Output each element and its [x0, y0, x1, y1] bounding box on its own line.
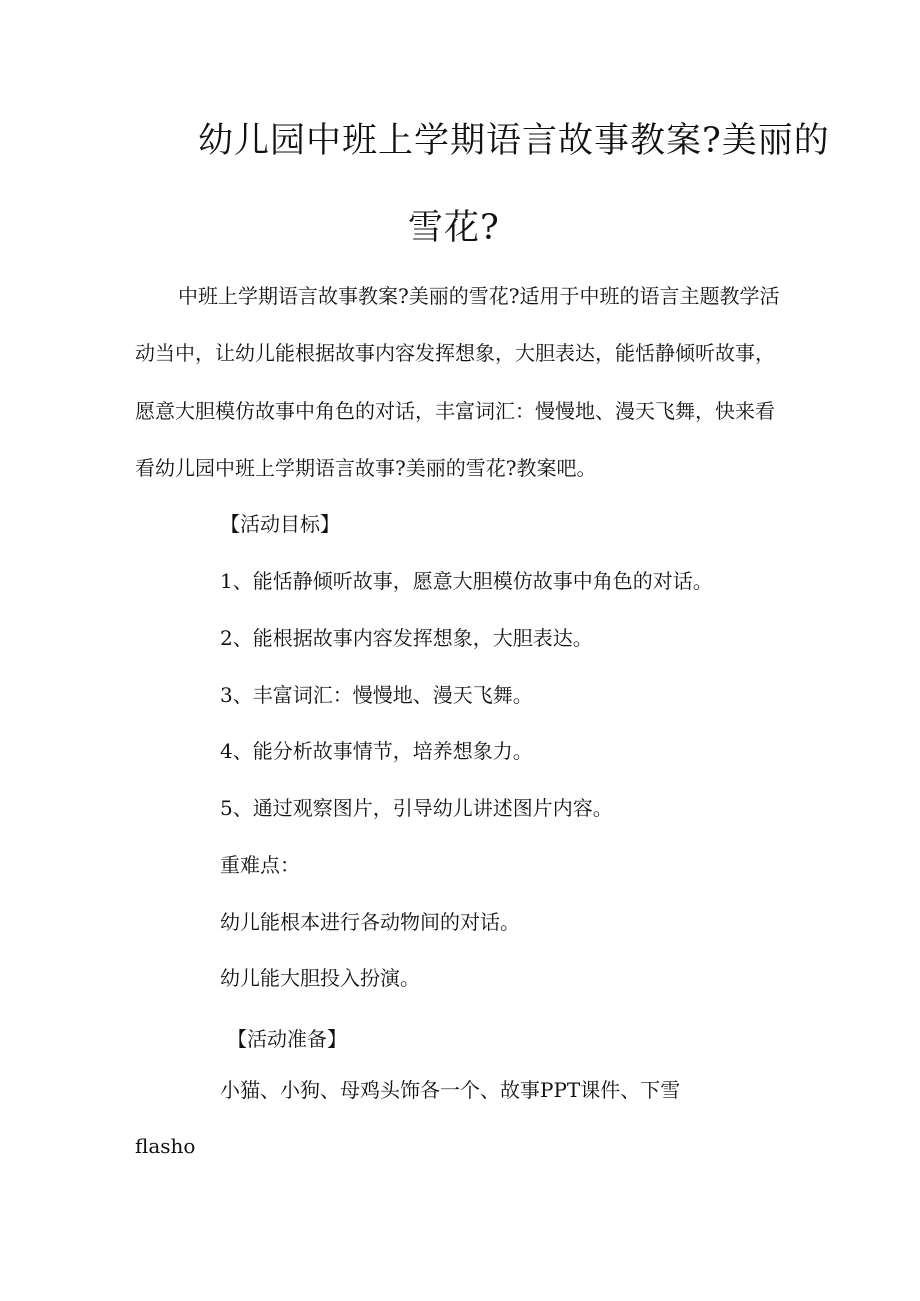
goal-item-5: 5、通过观察图片，引导幼儿讲述图片内容。 — [220, 796, 613, 820]
intro-line-1: 中班上学期语言故事教案?美丽的雪花?适用于中班的语言主题教学活 — [178, 284, 780, 308]
goal-item-1: 1、能恬静倾听故事，愿意大胆模仿故事中角色的对话。 — [220, 569, 713, 593]
keypoint-item-1: 幼儿能根本进行各动物间的对话。 — [220, 910, 520, 934]
goal-item-3: 3、丰富词汇：慢慢地、漫天飞舞。 — [220, 683, 533, 707]
goal-item-4: 4、能分析故事情节，培养想象力。 — [220, 739, 533, 763]
goals-heading: 【活动目标】 — [220, 512, 340, 536]
keypoints-heading: 重难点： — [220, 853, 300, 877]
preparation-line-1: 小猫、小狗、母鸡头饰各一个、故事PPT课件、下雪 — [220, 1078, 681, 1102]
intro-line-2: 动当中，让幼儿能根据故事内容发挥想象，大胆表达，能恬静倾听故事， — [135, 341, 775, 365]
preparation-line-2: flasho — [135, 1134, 196, 1158]
intro-line-4: 看幼儿园中班上学期语言故事?美丽的雪花?教案吧。 — [135, 456, 597, 480]
intro-line-3: 愿意大胆模仿故事中角色的对话，丰富词汇：慢慢地、漫天飞舞，快来看 — [135, 399, 775, 423]
keypoint-item-2: 幼儿能大胆投入扮演。 — [220, 966, 420, 990]
preparation-heading: 【活动准备】 — [227, 1027, 347, 1051]
goal-item-2: 2、能根据故事内容发挥想象，大胆表达。 — [220, 626, 593, 650]
document-title-line-2: 雪花? — [408, 208, 500, 248]
document-title-line-1: 幼儿园中班上学期语言故事教案?美丽的 — [198, 121, 830, 161]
